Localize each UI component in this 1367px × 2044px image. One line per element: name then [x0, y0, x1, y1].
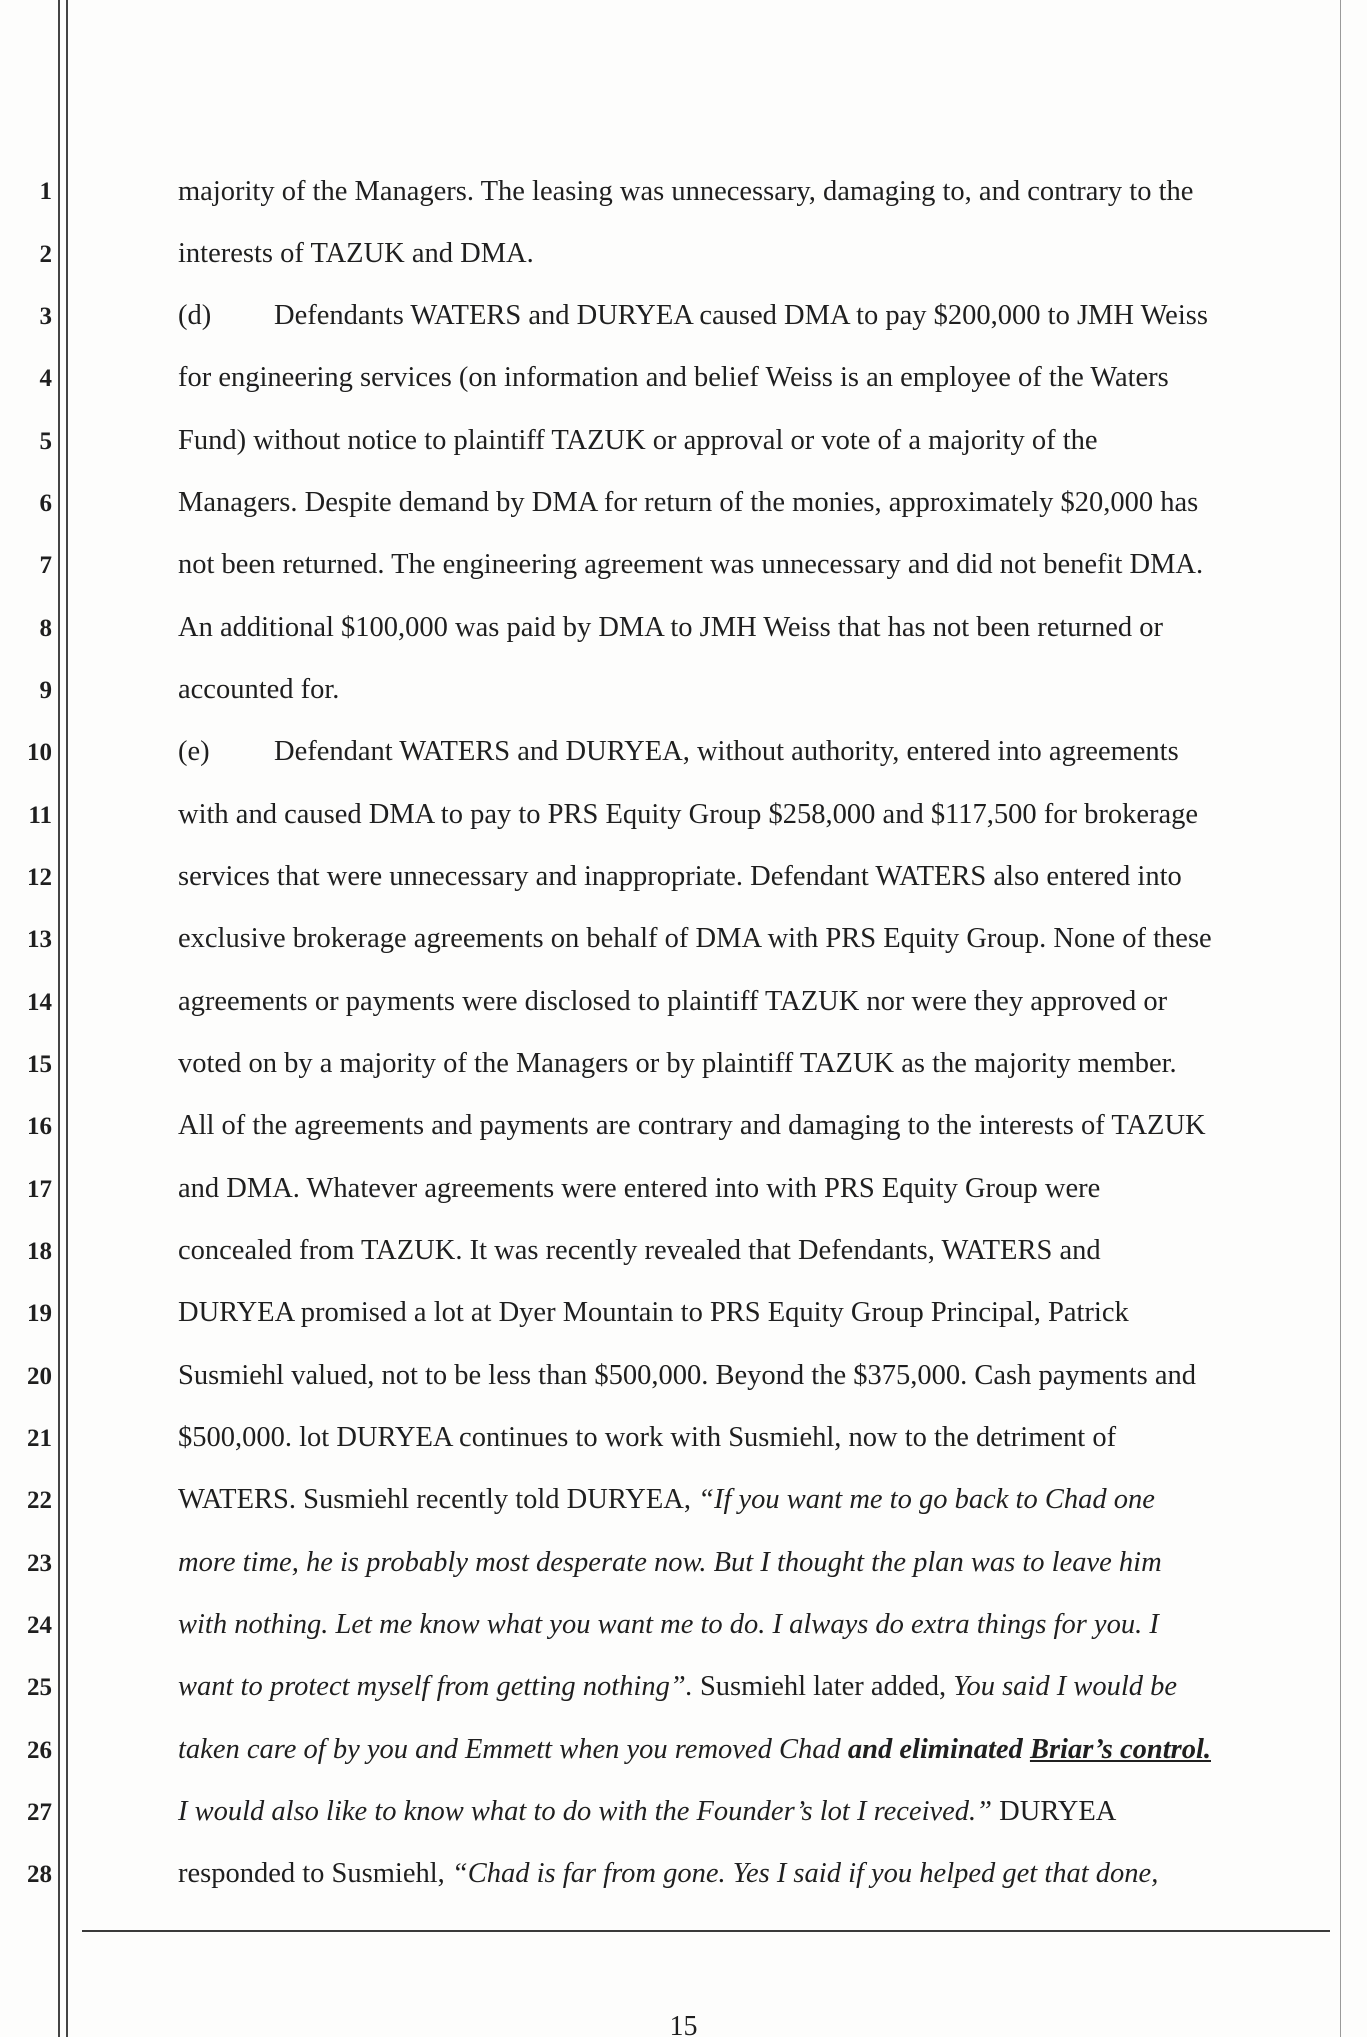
footer-rule	[82, 1930, 1330, 1932]
quoted-text: I would also like to know what to do with the Founder’s lot I received.”	[178, 1796, 993, 1827]
line-number: 23	[27, 1550, 52, 1577]
line-number: 16	[27, 1113, 52, 1140]
line-number: 13	[27, 926, 52, 953]
subparagraph-marker: (d)	[178, 300, 212, 331]
line-number: 17	[27, 1176, 52, 1203]
line-number: 2	[39, 241, 52, 268]
quoted-text: “If you want me to go back to Chad one	[698, 1484, 1155, 1515]
line-number: 15	[27, 1051, 52, 1078]
text-line: Managers. Despite demand by DMA for return of the monies, approximately $20,000 has	[178, 487, 1199, 518]
text-line: exclusive brokerage agreements on behalf of DMA with PRS Equity Group. None of these	[178, 923, 1212, 954]
line-number: 6	[39, 490, 52, 517]
quoted-text: more time, he is probably most desperate now. But I thought the plan was to leave him	[178, 1547, 1162, 1578]
text-line: services that were unnecessary and inappropriate. Defendant WATERS also entered into	[178, 861, 1182, 892]
emphasized-text: and eliminated	[847, 1734, 1030, 1765]
text-line: majority of the Managers. The leasing was unnecessary, damaging to, and contrary to the	[178, 176, 1194, 207]
subparagraph-marker: (e)	[178, 736, 210, 767]
text-line: agreements or payments were disclosed to plaintiff TAZUK nor were they approved or	[178, 986, 1168, 1017]
line-number: 25	[27, 1674, 52, 1701]
text-line	[178, 1857, 1158, 1891]
quoted-text: taken care of by you and Emmett when you removed Chad	[178, 1734, 848, 1765]
quoted-text: with nothing. Let me know what you want me to do. I always do extra things for you. I	[178, 1609, 1159, 1640]
text-line: not been returned. The engineering agreement was unnecessary and did not benefit DMA.	[178, 549, 1204, 580]
text-line: Fund) without notice to plaintiff TAZUK or approval or vote of a majority of the	[178, 425, 1098, 456]
line-number: 5	[39, 428, 52, 455]
line-number: 7	[39, 552, 52, 579]
text-line: accounted for.	[178, 674, 340, 705]
left-margin-rule-outer	[58, 0, 60, 2037]
line-number: 26	[27, 1737, 52, 1764]
emphasized-underlined-text: Briar’s control.	[1029, 1734, 1211, 1765]
text-line: Susmiehl valued, not to be less than $500,000. Beyond the $375,000. Cash payments and	[178, 1360, 1196, 1391]
line-number: 8	[39, 615, 52, 642]
right-margin-rule	[1340, 0, 1341, 2037]
line-number: 21	[27, 1425, 52, 1452]
text-line: and DMA. Whatever agreements were entered into with PRS Equity Group were	[178, 1173, 1101, 1204]
text-run: responded to Susmiehl,	[178, 1858, 452, 1889]
text-line: voted on by a majority of the Managers or by plaintiff TAZUK as the majority member.	[178, 1048, 1177, 1079]
left-margin-rule-inner	[66, 0, 68, 2037]
text-line: $500,000. lot DURYEA continues to work with Susmiehl, now to the detriment of	[178, 1422, 1117, 1453]
text-run: WATERS. Susmiehl recently told DURYEA,	[178, 1484, 699, 1515]
line-number: 20	[27, 1363, 52, 1390]
text-run: Defendants WATERS and DURYEA caused DMA to pay $200,000 to JMH Weiss	[274, 300, 1208, 331]
text-line	[178, 1795, 1116, 1829]
text-line: interests of TAZUK and DMA.	[178, 238, 534, 269]
text-line	[178, 1608, 1159, 1642]
text-line	[178, 735, 1179, 769]
line-number: 14	[27, 989, 52, 1016]
text-run: DURYEA	[992, 1796, 1117, 1827]
line-number: 27	[27, 1799, 52, 1826]
text-line: with and caused DMA to pay to PRS Equity Group $258,000 and $117,500 for brokerage	[178, 799, 1199, 830]
text-line	[178, 1483, 1155, 1517]
text-line	[178, 1733, 1211, 1767]
text-line	[178, 299, 1208, 333]
text-line: for engineering services (on information and belief Weiss is an employee of the Waters	[178, 362, 1169, 393]
text-line: DURYEA promised a lot at Dyer Mountain to PRS Equity Group Principal, Patrick	[178, 1297, 1129, 1328]
text-line: concealed from TAZUK. It was recently revealed that Defendants, WATERS and	[178, 1235, 1101, 1266]
line-number: 11	[28, 802, 52, 829]
line-number: 22	[27, 1487, 52, 1514]
text-line	[178, 1546, 1162, 1580]
page-number: 15	[669, 2011, 698, 2042]
line-number: 3	[39, 303, 52, 330]
quoted-text: want to protect myself from getting nothing”.	[178, 1671, 693, 1702]
line-number: 12	[27, 864, 52, 891]
line-number: 24	[27, 1612, 52, 1639]
line-number: 4	[39, 365, 52, 392]
text-line: An additional $100,000 was paid by DMA to JMH Weiss that has not been returned or	[178, 612, 1164, 643]
quoted-text: “Chad is far from gone. Yes I said if you helped get that done,	[451, 1858, 1159, 1889]
text-line: All of the agreements and payments are contrary and damaging to the interests of TAZUK	[178, 1110, 1206, 1141]
text-run: Defendant WATERS and DURYEA, without authority, entered into agreements	[274, 736, 1179, 767]
line-number: 1	[39, 178, 52, 205]
line-number: 9	[39, 677, 52, 704]
line-number: 18	[27, 1238, 52, 1265]
line-number: 10	[27, 739, 52, 766]
text-line	[178, 1670, 1177, 1704]
line-number: 28	[27, 1861, 52, 1888]
text-run: Susmiehl later added,	[692, 1671, 954, 1702]
quoted-text: You said I would be	[953, 1671, 1178, 1702]
line-number: 19	[27, 1300, 52, 1327]
